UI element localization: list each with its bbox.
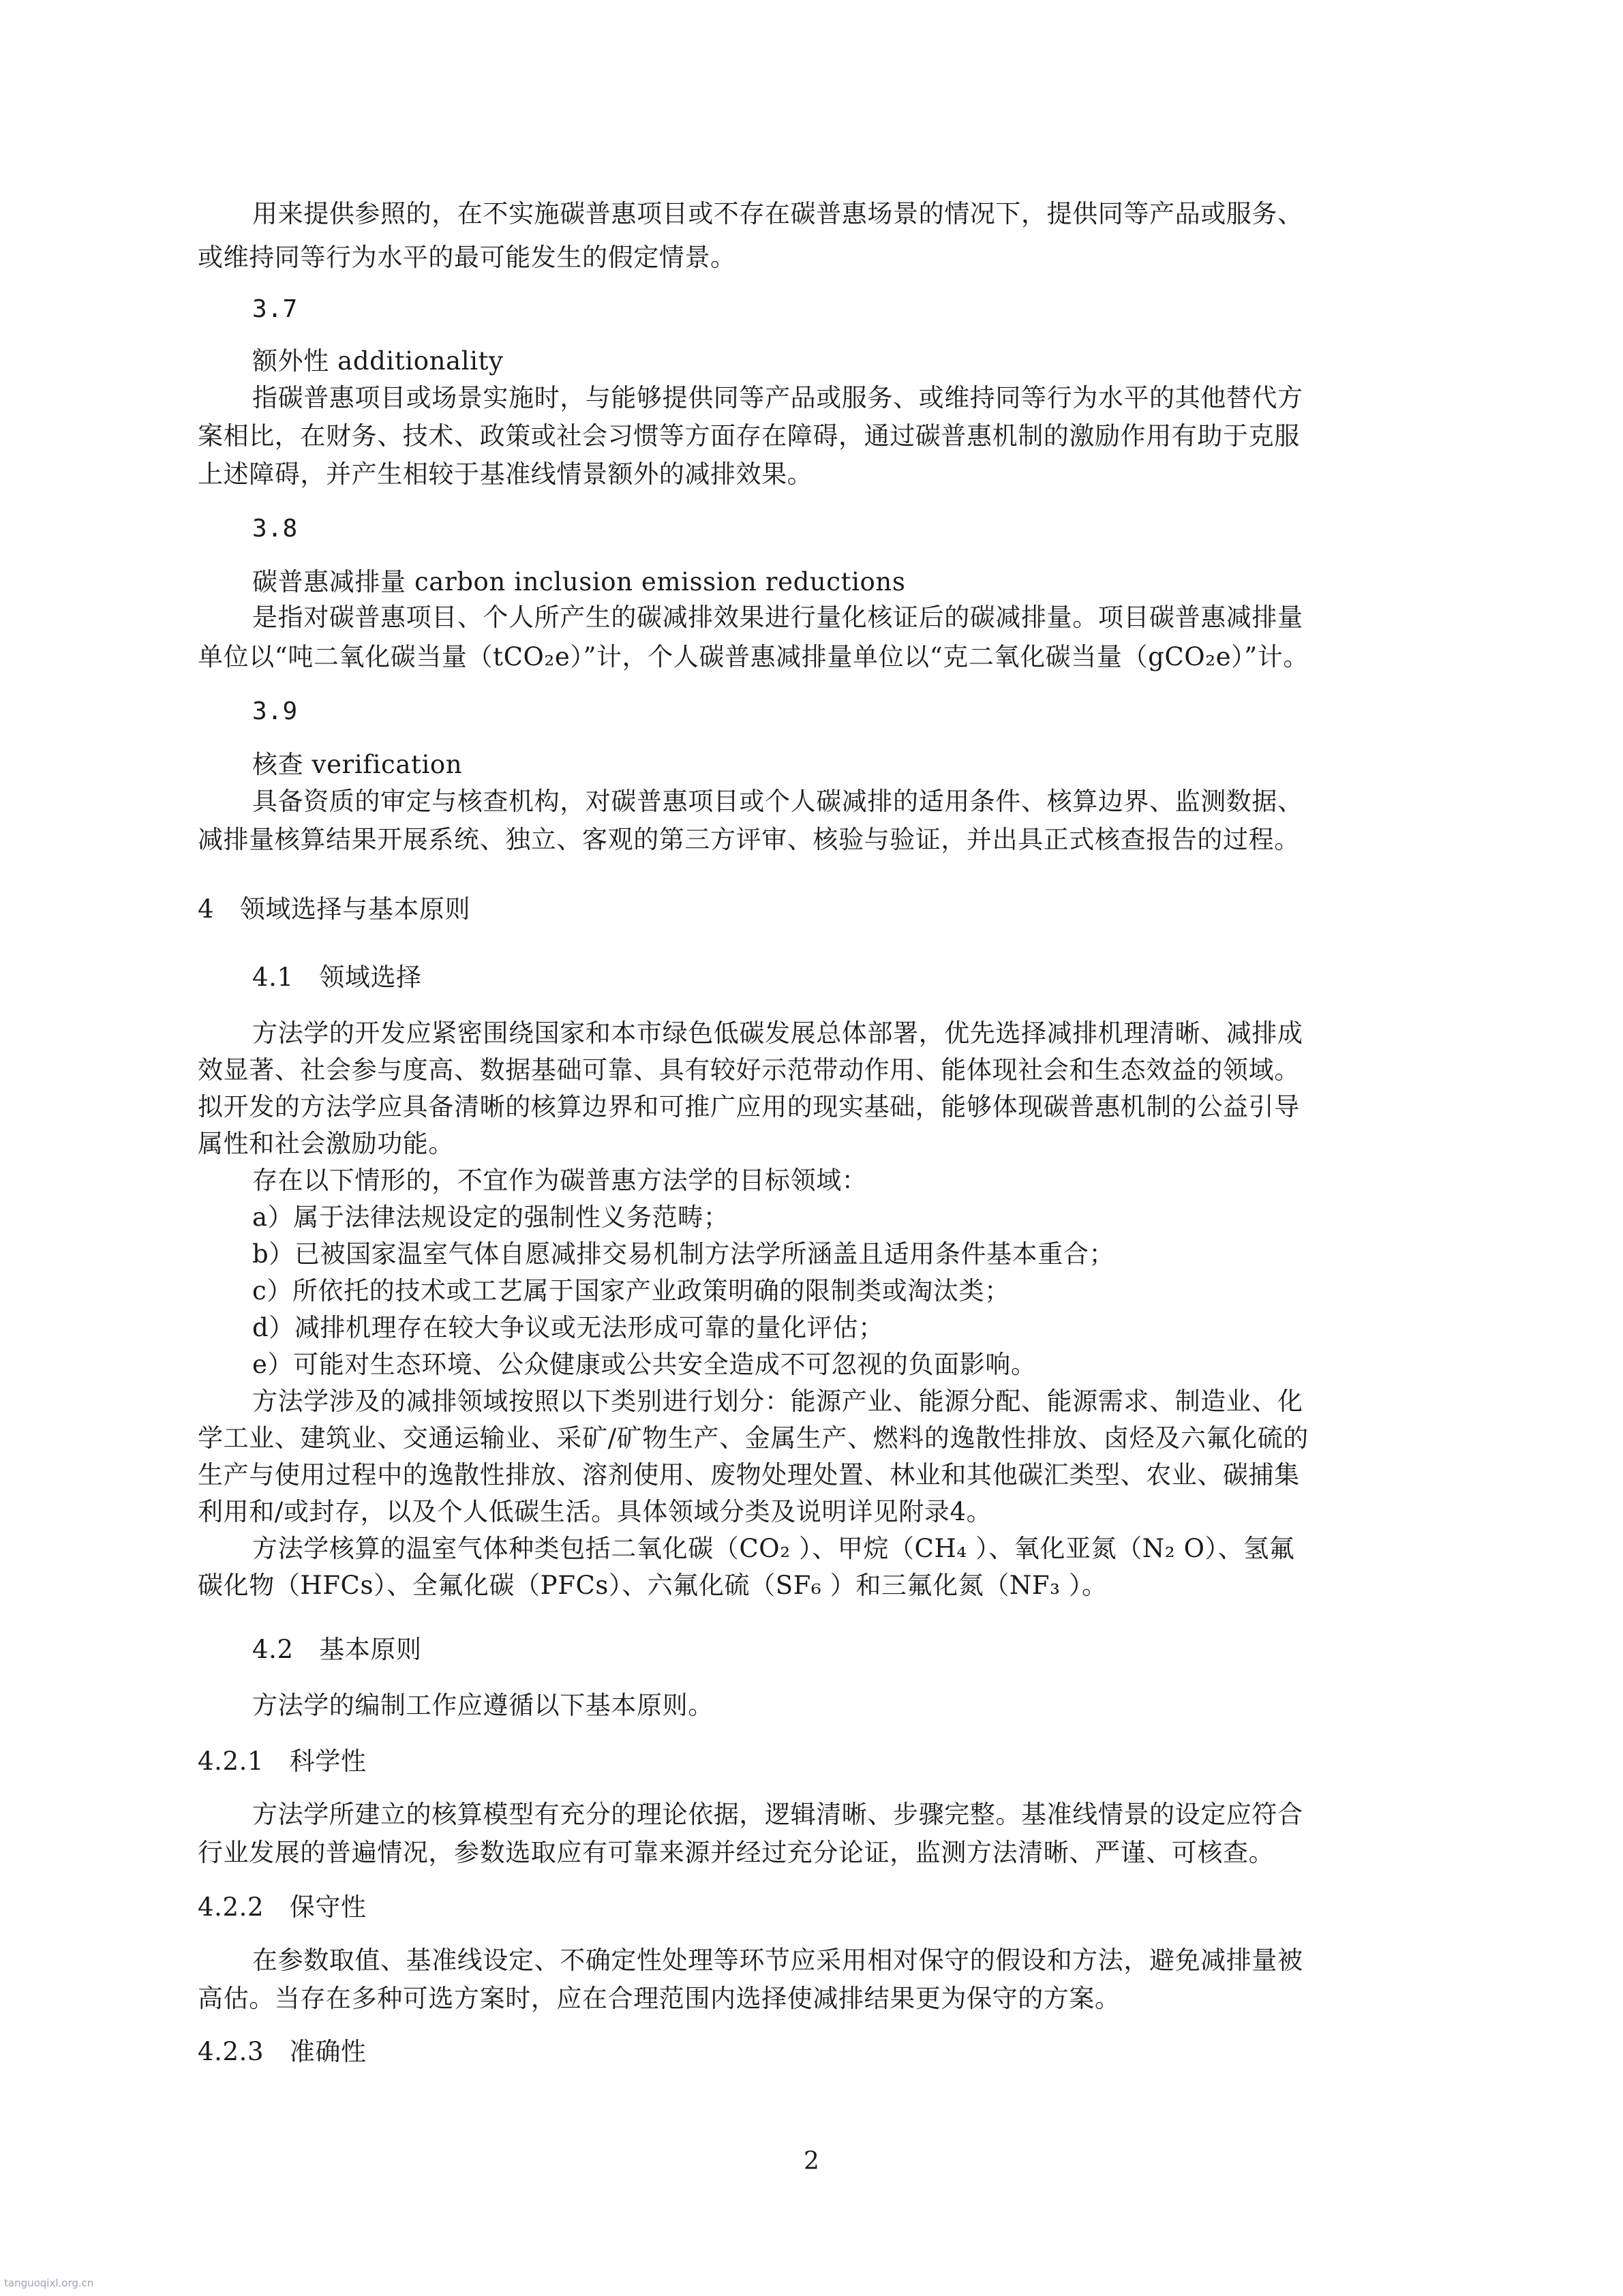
paragraph-line: 具备资质的审定与核查机构，对碳普惠项目或个人碳减排的适用条件、核算边界、监测数据、 xyxy=(252,787,1303,816)
paragraph-line: 或维持同等行为水平的最可能发生的假定情景。 xyxy=(198,243,736,272)
paragraph-line: 指碳普惠项目或场景实施时，与能够提供同等产品或服务、或维持同等行为水平的其他替代方 xyxy=(252,383,1303,412)
list-item: c）所依托的技术或工艺属于国家产业政策明确的限制类或淘汰类； xyxy=(252,1276,1010,1305)
paragraph-line: 高估。当存在多种可选方案时，应在合理范围内选择使减排结果更为保守的方案。 xyxy=(198,1984,1121,2013)
term-number: 3.8 xyxy=(252,515,298,543)
paragraph-line: 方法学核算的温室气体种类包括二氧化碳（CO₂ ）、甲烷（CH₄ ）、氧化亚氮（N₂ O）、氢氟 xyxy=(252,1534,1295,1563)
list-item: e）可能对生态环境、公众健康或公共安全造成不可忽视的负面影响。 xyxy=(252,1350,1037,1379)
paragraph-line: 效显著、社会参与度高、数据基础可靠、具有较好示范带动作用、能体现社会和生态效益的领域。 xyxy=(198,1055,1300,1085)
paragraph-line: 用来提供参照的，在不实施碳普惠项目或不存在碳普惠场景的情况下，提供同等产品或服务、 xyxy=(252,199,1303,228)
paragraph-line: 方法学涉及的减排领域按照以下类别进行划分：能源产业、能源分配、能源需求、制造业、化 xyxy=(252,1387,1303,1416)
paragraph-line: 行业发展的普遍情况，参数选取应有可靠来源并经过充分论证，监测方法清晰、严谨、可核查。 xyxy=(198,1838,1275,1867)
paragraph-line: 是指对碳普惠项目、个人所产生的碳减排效果进行量化核证后的碳减排量。项目碳普惠减排量 xyxy=(252,603,1303,632)
clause-heading: 4.2.2 保守性 xyxy=(198,1892,367,1922)
paragraph-line: 拟开发的方法学应具备清晰的核算边界和可推广应用的现实基础，能够体现碳普惠机制的公益引导 xyxy=(198,1092,1300,1121)
paragraph-line: 上述障碍，并产生相较于基准线情景额外的减排效果。 xyxy=(198,459,813,489)
term-number: 3.7 xyxy=(252,295,298,323)
section-heading: 4 领域选择与基本原则 xyxy=(198,894,471,924)
list-item: d）减排机理存在较大争议或无法形成可靠的量化评估； xyxy=(252,1313,884,1342)
term-heading: 碳普惠减排量 carbon inclusion emission reductions xyxy=(252,567,906,596)
clause-heading: 4.2.1 科学性 xyxy=(198,1747,367,1776)
subsection-heading: 4.1 领域选择 xyxy=(252,963,422,992)
page-number: 2 xyxy=(804,2147,819,2175)
paragraph-line: 属性和社会激励功能。 xyxy=(198,1129,454,1158)
paragraph-line: 碳化物（HFCs）、全氟化碳（PFCs）、六氟化硫（SF₆ ）和三氟化氮（NF₃ ）。 xyxy=(198,1571,1108,1600)
paragraph-line: 学工业、建筑业、交通运输业、采矿/矿物生产、金属生产、燃料的逸散性排放、卤烃及六氟化硫的 xyxy=(198,1423,1309,1453)
clause-heading: 4.2.3 准确性 xyxy=(198,2037,367,2066)
term-number: 3.9 xyxy=(252,697,298,725)
term-heading: 核查 verification xyxy=(252,750,463,779)
paragraph-line: 单位以“吨二氧化碳当量（tCO₂e）”计，个人碳普惠减排量单位以“克二氧化碳当量（gCO₂e）”计。 xyxy=(198,642,1309,671)
paragraph-line: 利用和/或封存，以及个人低碳生活。具体领域分类及说明详见附录4。 xyxy=(198,1497,992,1526)
paragraph-line: 在参数取值、基准线设定、不确定性处理等环节应采用相对保守的假设和方法，避免减排量被 xyxy=(252,1946,1303,1975)
paragraph-line: 方法学的编制工作应遵循以下基本原则。 xyxy=(252,1691,714,1720)
list-item: b）已被国家温室气体自愿减排交易机制方法学所涵盖且适用条件基本重合； xyxy=(252,1239,1115,1269)
list-item: a）属于法律法规设定的强制性义务范畴； xyxy=(252,1203,729,1232)
paragraph-line: 存在以下情形的，不宜作为碳普惠方法学的目标领域： xyxy=(252,1166,868,1195)
term-heading: 额外性 additionality xyxy=(252,346,504,376)
subsection-heading: 4.2 基本原则 xyxy=(252,1635,422,1664)
paragraph-line: 方法学所建立的核算模型有充分的理论依据，逻辑清晰、步骤完整。基准线情景的设定应符合 xyxy=(252,1800,1303,1829)
paragraph-line: 案相比，在财务、技术、政策或社会习惯等方面存在障碍，通过碳普惠机制的激励作用有助于克服 xyxy=(198,421,1300,451)
watermark: tanguoqixl.org.cn xyxy=(4,2277,94,2289)
paragraph-line: 方法学的开发应紧密围绕国家和本市绿色低碳发展总体部署，优先选择减排机理清晰、减排成 xyxy=(252,1018,1303,1048)
paragraph-line: 减排量核算结果开展系统、独立、客观的第三方评审、核验与验证，并出具正式核查报告的过程。 xyxy=(198,825,1300,854)
paragraph-line: 生产与使用过程中的逸散性排放、溶剂使用、废物处理处置、林业和其他碳汇类型、农业、碳捕集 xyxy=(198,1460,1300,1490)
